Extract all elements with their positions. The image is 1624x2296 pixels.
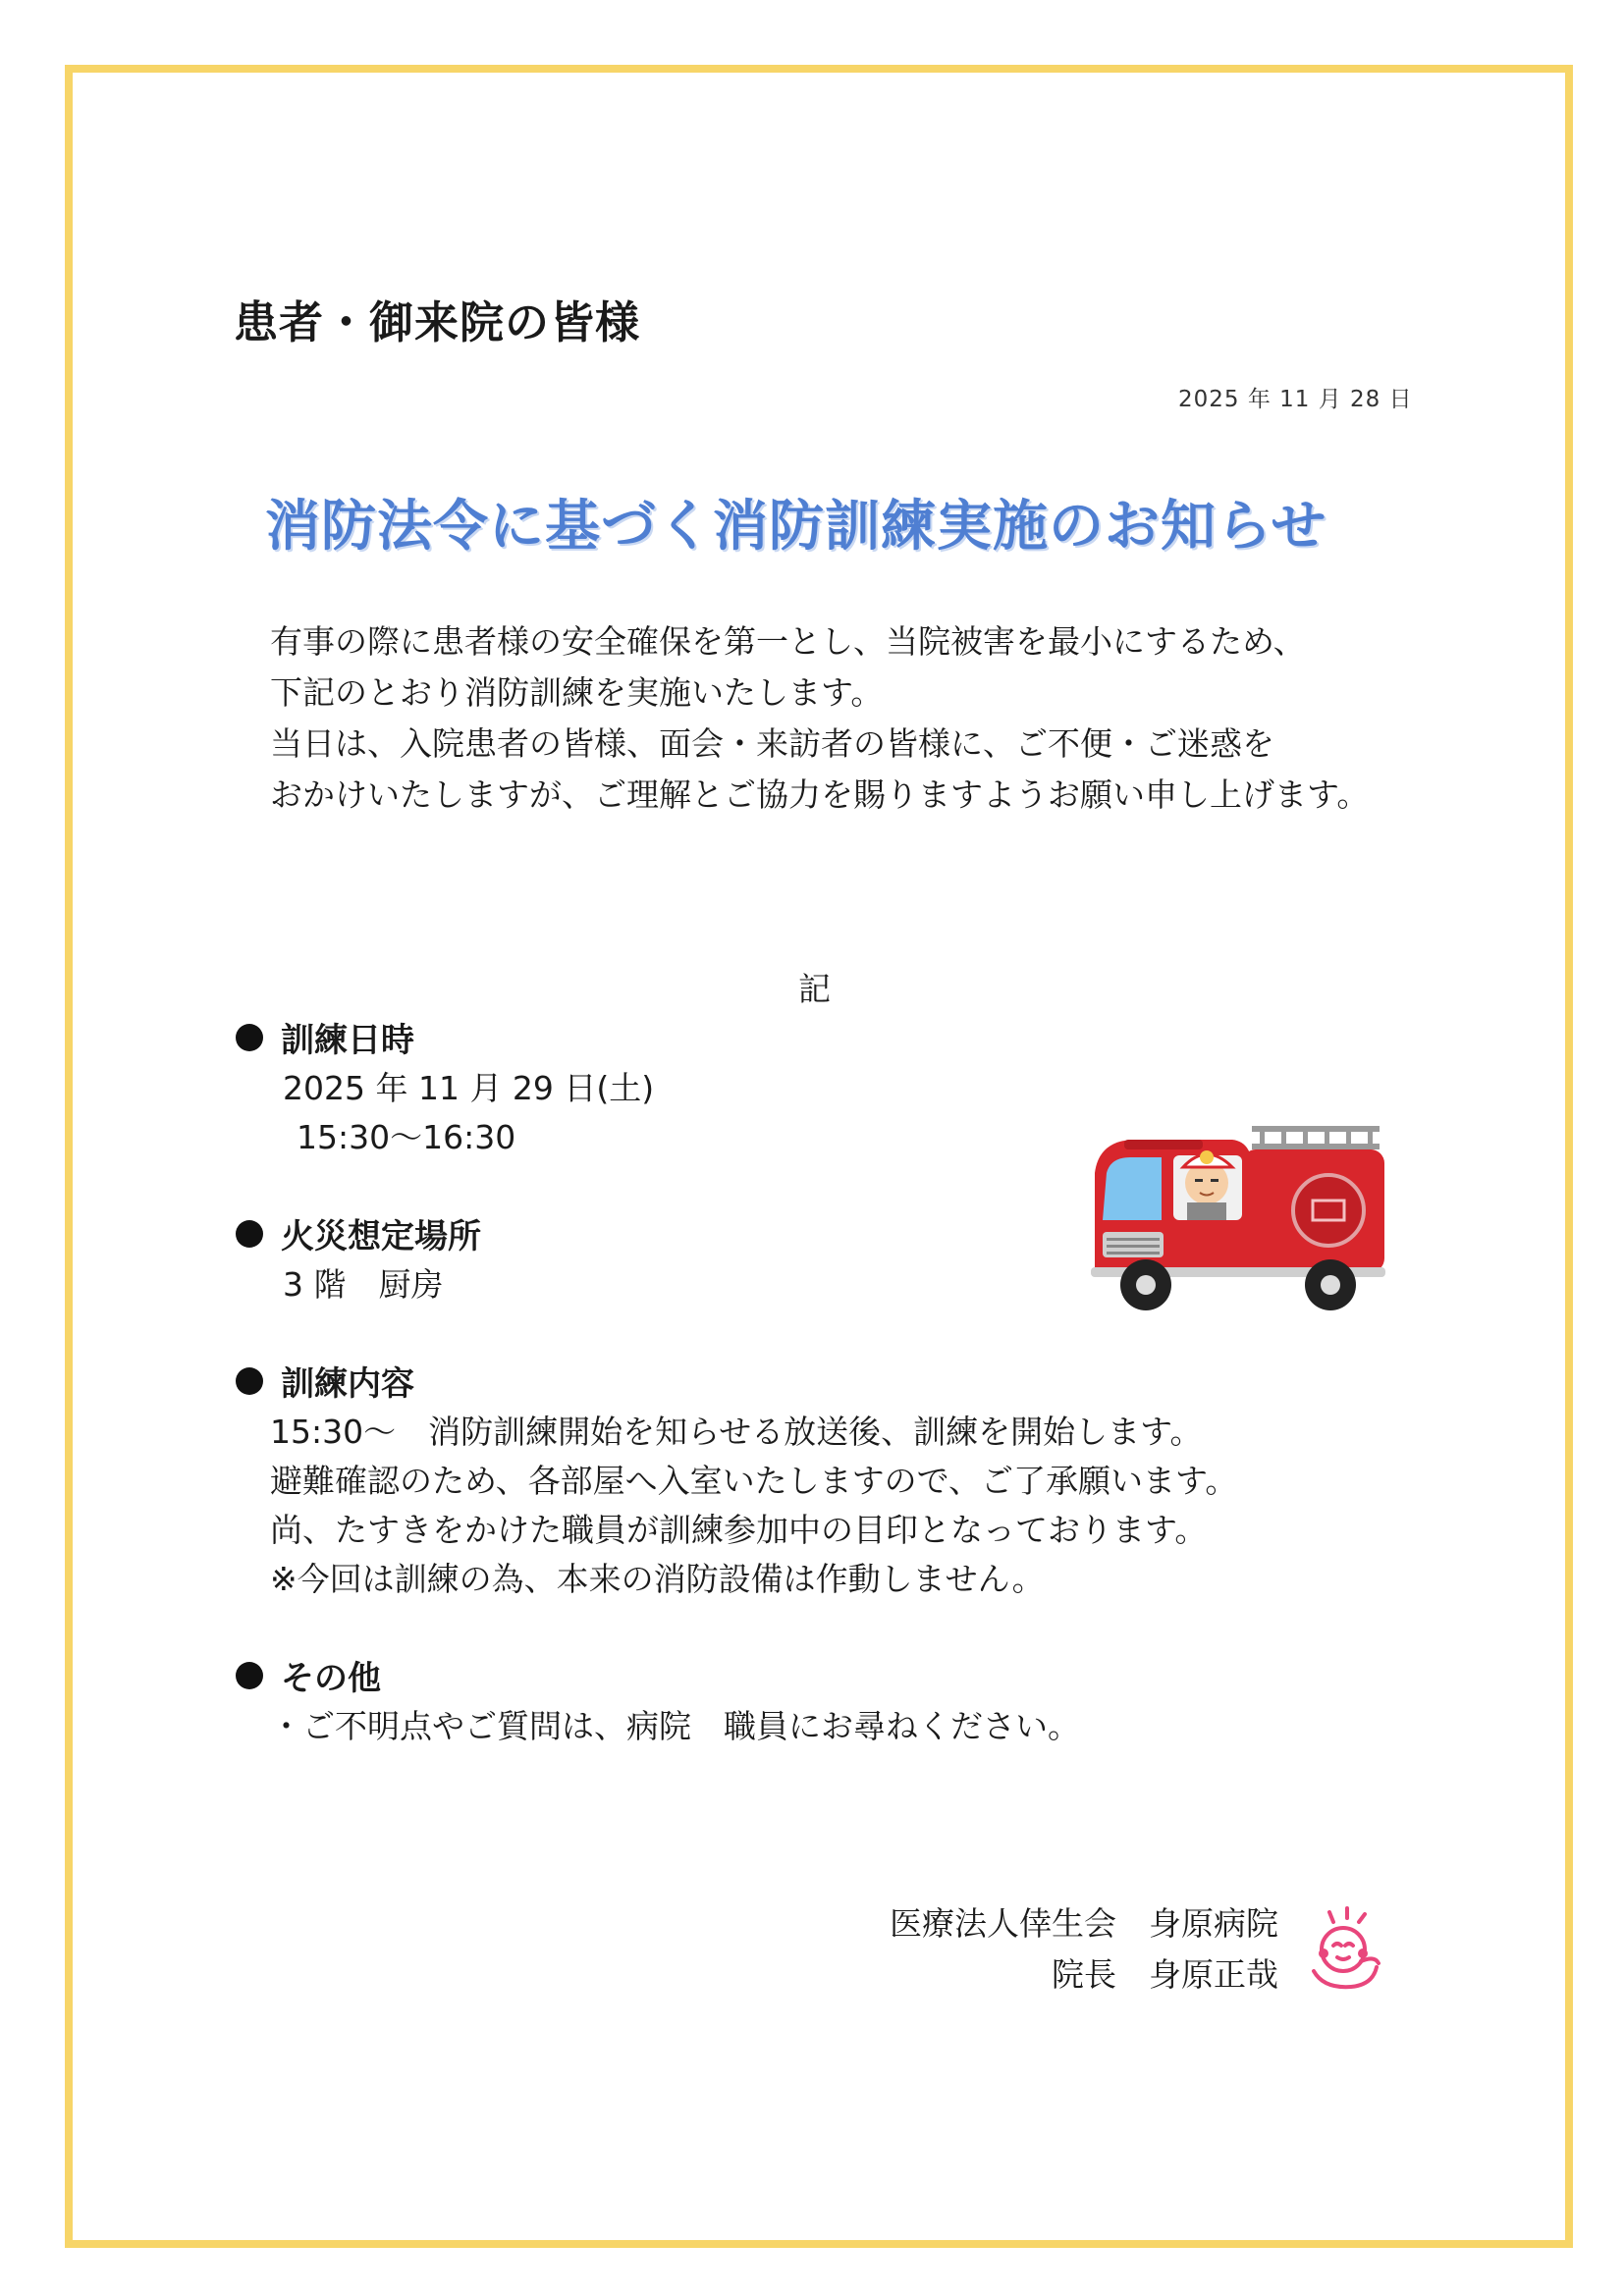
intro-line: 下記のとおり消防訓練を実施いたします。 bbox=[270, 673, 884, 712]
section-other-heading bbox=[236, 1651, 381, 1699]
intro-line: 当日は、入院患者の皆様、面会・来訪者の皆様に、ご不便・ご迷惑を bbox=[270, 724, 1274, 763]
section-heading-label: その他 bbox=[281, 1659, 381, 1698]
content-line: ※今回は訓練の為、本来の消防設備は作動しません。 bbox=[270, 1560, 1045, 1598]
content-line: 避難確認のため、各部屋へ入室いたしますので、ご了承願います。 bbox=[270, 1462, 1238, 1500]
section-datetime-heading bbox=[236, 1013, 414, 1061]
section-content-heading bbox=[236, 1357, 414, 1405]
location-line: 3 階 厨房 bbox=[283, 1265, 444, 1304]
director-name: 院長 身原正哉 bbox=[1052, 1955, 1278, 1994]
bullet-icon bbox=[236, 1220, 263, 1248]
ki-marker: 記 bbox=[798, 970, 831, 1008]
datetime-date: 2025 年 11 月 29 日(土) bbox=[283, 1069, 655, 1107]
section-location-body bbox=[283, 1260, 444, 1309]
section-location-heading bbox=[236, 1209, 481, 1257]
bullet-icon bbox=[236, 1367, 263, 1395]
section-content-body bbox=[270, 1408, 1237, 1604]
recipient-heading: 患者・御来院の皆様 bbox=[234, 296, 641, 348]
notice-title: 消防法令に基づく消防訓練実施のお知らせ bbox=[265, 495, 1327, 559]
section-heading-label: 火災想定場所 bbox=[281, 1217, 481, 1256]
fire-truck-icon bbox=[1085, 1104, 1389, 1320]
bullet-icon bbox=[236, 1662, 263, 1689]
content-line: 尚、たすきをかけた職員が訓練参加中の目印となっております。 bbox=[270, 1511, 1208, 1549]
section-other-body bbox=[270, 1702, 1080, 1751]
content-line: 15:30～ 消防訓練開始を知らせる放送後、訓練を開始します。 bbox=[270, 1413, 1203, 1451]
issue-date: 2025 年 11 月 28 日 bbox=[1178, 387, 1413, 412]
intro-paragraph bbox=[270, 616, 1399, 821]
signature-block bbox=[890, 1898, 1278, 2001]
other-line: ・ご不明点やご質問は、病院 職員にお尋ねください。 bbox=[270, 1707, 1080, 1745]
section-datetime-body bbox=[283, 1064, 654, 1162]
intro-line: おかけいたしますが、ご理解とご協力を賜りますようお願い申し上げます。 bbox=[270, 775, 1370, 814]
section-heading-label: 訓練日時 bbox=[281, 1021, 414, 1060]
intro-line: 有事の際に患者様の安全確保を第一とし、当院被害を最小にするため、 bbox=[270, 622, 1306, 661]
organization-name: 医療法人倖生会 身原病院 bbox=[890, 1904, 1278, 1943]
datetime-time: 15:30～16:30 bbox=[297, 1118, 516, 1156]
baby-logo-icon bbox=[1294, 1902, 1392, 2001]
section-heading-label: 訓練内容 bbox=[281, 1364, 414, 1404]
bullet-icon bbox=[236, 1024, 263, 1051]
